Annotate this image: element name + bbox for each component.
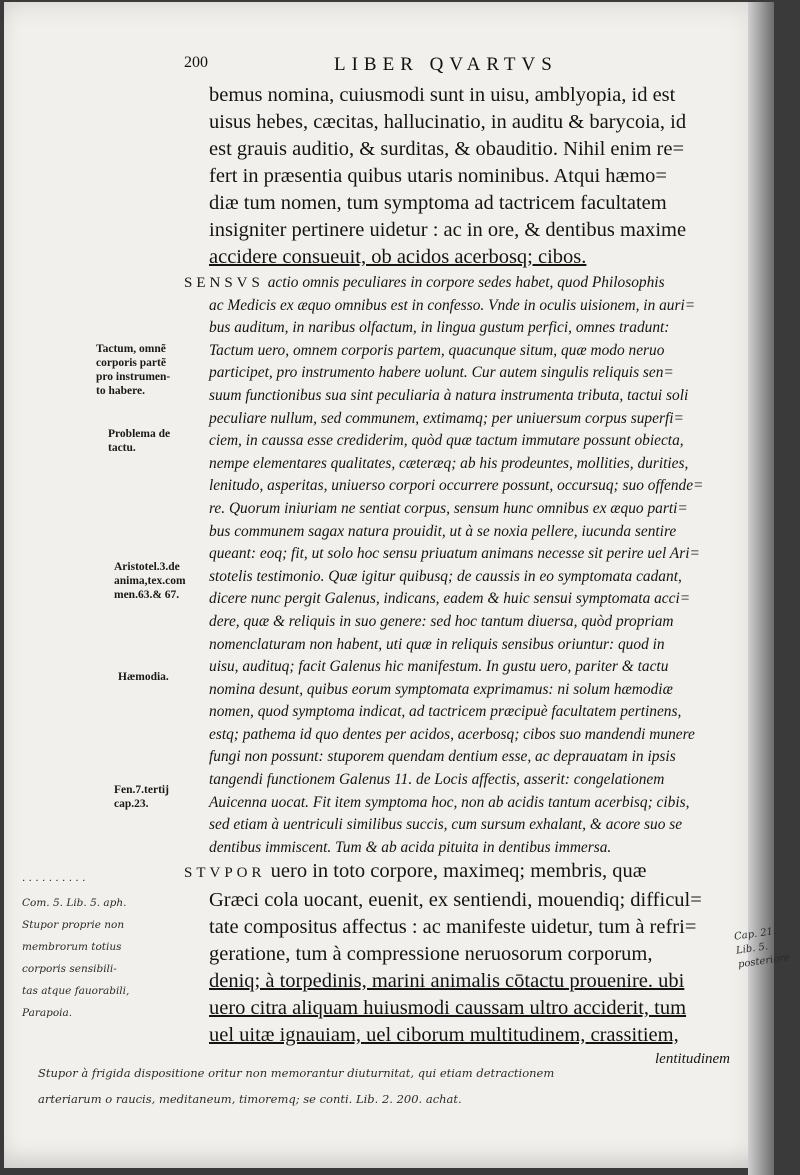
text-line: Auicenna uocat. Fit item symptoma hoc, non ab acidis tantum acerbisq; cibis, <box>209 793 690 811</box>
text-line: stotelis testimonio. Quæ igitur quibusq; de caussis in eo symptomata cadant, <box>209 567 682 585</box>
lead-word: STVPOR <box>184 865 266 881</box>
text-line: bus communem sagax natura prouidit, ut à se noxia pellere, iucunda sentire <box>209 522 677 540</box>
margin-note-tactum: Tactum, omnẽ corporis partẽ pro instrumen- to habere. <box>96 343 171 397</box>
text-line: insigniter pertinere uidetur : ac in ore, & dentibus maxime <box>209 219 687 241</box>
text-line: dicere nunc pergit Galenus, indicans, eadem & huic sensui symptomata acci= <box>209 590 691 608</box>
text-line: nomen, quod symptoma indicat, ad tactricem præcipuè facultatem pertinens, <box>209 703 682 721</box>
text-line: Græci cola uocant, euenit, ex sentiendi, mouendiq; difficul= <box>209 889 702 911</box>
text-line-underlined: deniq; à torpedinis, marini animalis cōtactu prouenire. ubi <box>209 970 685 992</box>
text-line: queant: eoq; fit, ut solo hoc sensu priuatum animans necesse sit perire uel Ari= <box>209 545 700 563</box>
page-edge-shadow <box>748 2 774 1175</box>
text-line: ac Medicis ex æquo omnibus est in confesso. Vnde in oculis uisionem, in auri= <box>209 296 696 314</box>
paragraph-2 <box>184 272 734 859</box>
text-line: uisus hebes, cæcitas, hallucinatio, in auditu & barycoia, id <box>209 111 687 133</box>
text-line: tangendi functionem Galenus 11. de Locis affectis, asserit: congelationem <box>209 771 665 789</box>
lead-word: SENSVS <box>184 275 264 291</box>
text-line-underlined: uel uitæ ignauiam, uel ciborum multitudinem, crassitiem, <box>209 1024 679 1046</box>
text-line: lenitudo, asperitas, uniuerso corpori occurrere possunt, occursuq; suo offende= <box>209 477 704 495</box>
running-title: LIBER QVARTVS <box>334 54 558 75</box>
text-line-underlined: accidere consueuit, ob acidos acerbosq; cibos. <box>209 246 587 268</box>
text-line: ciem, in caussa esse crediderim, quòd quæ tactum immutare possunt obiecta, <box>209 432 684 450</box>
text-line: nomenclaturam non habent, uti quæ in reliquis sensibus oriuntur: quod in <box>209 635 665 653</box>
text-line: uisu, audituq; facit Galenus hic manifestum. In gustu uero, pariter & tactu <box>209 658 669 676</box>
text-line: nempe elementares qualitates, cæteræq; ab his prodeuntes, mollities, durities, <box>209 454 689 472</box>
text-line: est grauis auditio, & surditas, & obauditio. Nihil enim re= <box>209 138 685 160</box>
text-line: bemus nomina, cuiusmodi sunt in uisu, amblyopia, id est <box>209 84 676 106</box>
text-line: fungi non possunt: stuporem quendam dentium esse, ac deprauatam in ipsis <box>209 748 676 766</box>
text-line: Tactum uero, omnem corporis partem, quacunque situm, quæ modo neruo <box>209 341 665 359</box>
text-line: dere, quæ & reliquis in suo genere: sed hoc tantum diuersa, quòd propriam <box>209 612 674 630</box>
margin-note-haemodia: Hæmodia. <box>118 671 169 683</box>
handwritten-note-bottom: Stupor à frigida dispositione oritur non memorantur diuturnitat, qui etiam detractionem arteriarum o raucis, meditaneum, timoremq; se conti. Lib. 2. 200. achat. <box>38 1066 555 1106</box>
text-line: bus auditum, in naribus olfactum, in lingua gustum perfici, omnes tradunt: <box>209 319 670 337</box>
paragraph-1 <box>209 82 734 271</box>
book-page <box>4 2 791 1168</box>
paragraph-3 <box>184 858 734 1069</box>
margin-note-aristotel: Aristotel.3.de anima,tex.com men.63.& 67. <box>114 561 186 601</box>
text-line: sed etiam à uentriculi similibus succis, cum sursum exhalant, & acore suo se <box>209 816 683 834</box>
text-line: fert in præsentia quibus utaris nominibus. Atqui hæmo= <box>209 165 667 187</box>
text-line: estq; pathema id quo dentes per acidos, acerbosq; cibos suo mandendi munere <box>209 725 695 743</box>
catchword: lentitudinem <box>655 1051 730 1067</box>
text-line: diæ tum nomen, tum symptoma ad tactricem facultatem <box>209 192 667 214</box>
text-line: nomina desunt, quibus eorum symptomata exprimamus: ni solum hæmodiæ <box>209 680 673 698</box>
page-number: 200 <box>184 54 208 71</box>
text-line: tate compositus affectus : ac manifeste uidetur, tum à refri= <box>209 916 697 938</box>
text-line-underlined: uero citra aliquam huiusmodi caussam ultro acciderit, tum <box>209 997 687 1019</box>
handwritten-note-left: · · · · · · · · · · Com. 5. Lib. 5. aph. Stupor proprie non membrorum totius corporis sensibili- tas atque fauorabili, Parapoia. <box>22 875 130 1019</box>
text-line: suum functionibus sua sint peculiaria à natura instrumenta tributa, tactui soli <box>209 386 689 404</box>
text-line: peculiare nullum, sed communem, extimamq; per uniuersum corpus superfi= <box>209 409 684 427</box>
margin-note-fen: Fen.7.tertij cap.23. <box>114 784 169 810</box>
text-line: geratione, tum à compressione neruosorum corporum, <box>209 943 653 965</box>
text-line-first: STVPOR uero in toto corpore, maximeq; membris, quæ <box>184 860 647 882</box>
text-line: participet, pro instrumento habere uolunt. Cur autem singulis reliquis sen= <box>209 364 674 382</box>
margin-note-problema: Problema de tactu. <box>108 428 171 454</box>
text-line: dentibus immiscent. Tum & ab acida pituita in dentibus immersa. <box>209 838 612 856</box>
text-line: re. Quorum iniuriam ne sentiat corpus, sensum hunc omnibus ex æquo parti= <box>209 499 688 517</box>
text-line-first: SENSVS actio omnis peculiares in corpore sedes habet, quod Philosophis <box>184 274 665 291</box>
handwritten-note-right: Cap. 21. Lib. 5. posteriore <box>733 925 791 971</box>
